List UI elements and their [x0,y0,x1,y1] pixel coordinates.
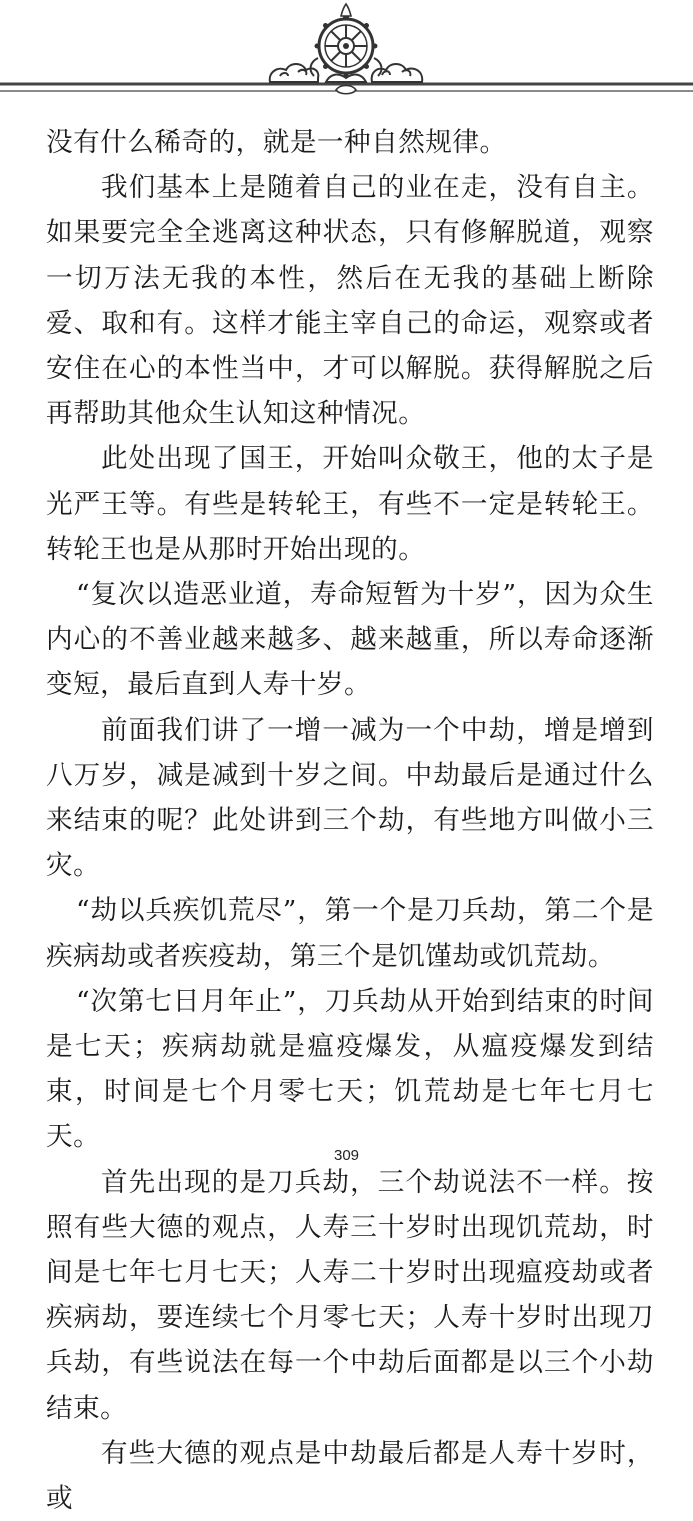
paragraph: 首先出现的是刀兵劫，三个劫说法不一样。按照有些大德的观点，人寿三十岁时出现饥荒劫，时间是七年七月七天；人寿二十岁时出现瘟疫劫或者疾病劫，要连续七个月零七天；人寿十岁时出现刀兵劫，有些说法在每一个中劫后面都是以三个小劫结束。 [46,1166,654,1424]
paragraph-truncated: 有些大德的观点是中劫最后都是人寿十岁时，或 [46,1437,654,1515]
paragraph: 我们基本上是随着自己的业在走，没有自主。如果要完全全逃离这种状态，只有修解脱道，观察一切万法无我的本性，然后在无我的基础上断除爱、取和有。这样才能主宰自己的命运，观察或者安住在心的本性当中，才可以解脱。获得解脱之后再帮助其他众生认知这种情况。 [46,172,654,430]
body-text [46,120,654,1521]
page-number: 309 [333,1147,360,1164]
paragraph-quote: “次第七日月年止”，刀兵劫从开始到结束的时间是七天；疾病劫就是瘟疫爆发，从瘟疫爆发到结束，时间是七个月零七天；饥荒劫是七年七月七天。 [46,985,654,1153]
paragraph-continued: 没有什么稀奇的，就是一种自然规律。 [46,127,507,158]
paragraph-quote: “复次以造恶业道，寿命短暂为十岁”，因为众生内心的不善业越来越多、越来越重，所以寿命逐渐变短，最后直到人寿十岁。 [46,579,654,701]
paragraph: 此处出现了国王，开始叫众敬王，他的太子是光严王等。有些是转轮王，有些不一定是转轮王。转轮王也是从那时开始出现的。 [46,443,654,565]
header-ornament [0,0,693,110]
paragraph: 前面我们讲了一增一减为一个中劫，增是增到八万岁，减是减到十岁之间。中劫最后是通过什么来结束的呢？此处讲到三个劫，有些地方叫做小三灾。 [46,714,654,882]
page-header [0,0,693,110]
paragraph-quote: “劫以兵疾饥荒尽”，第一个是刀兵劫，第二个是疾病劫或者疾疫劫，第三个是饥馑劫或饥荒劫。 [46,895,654,972]
